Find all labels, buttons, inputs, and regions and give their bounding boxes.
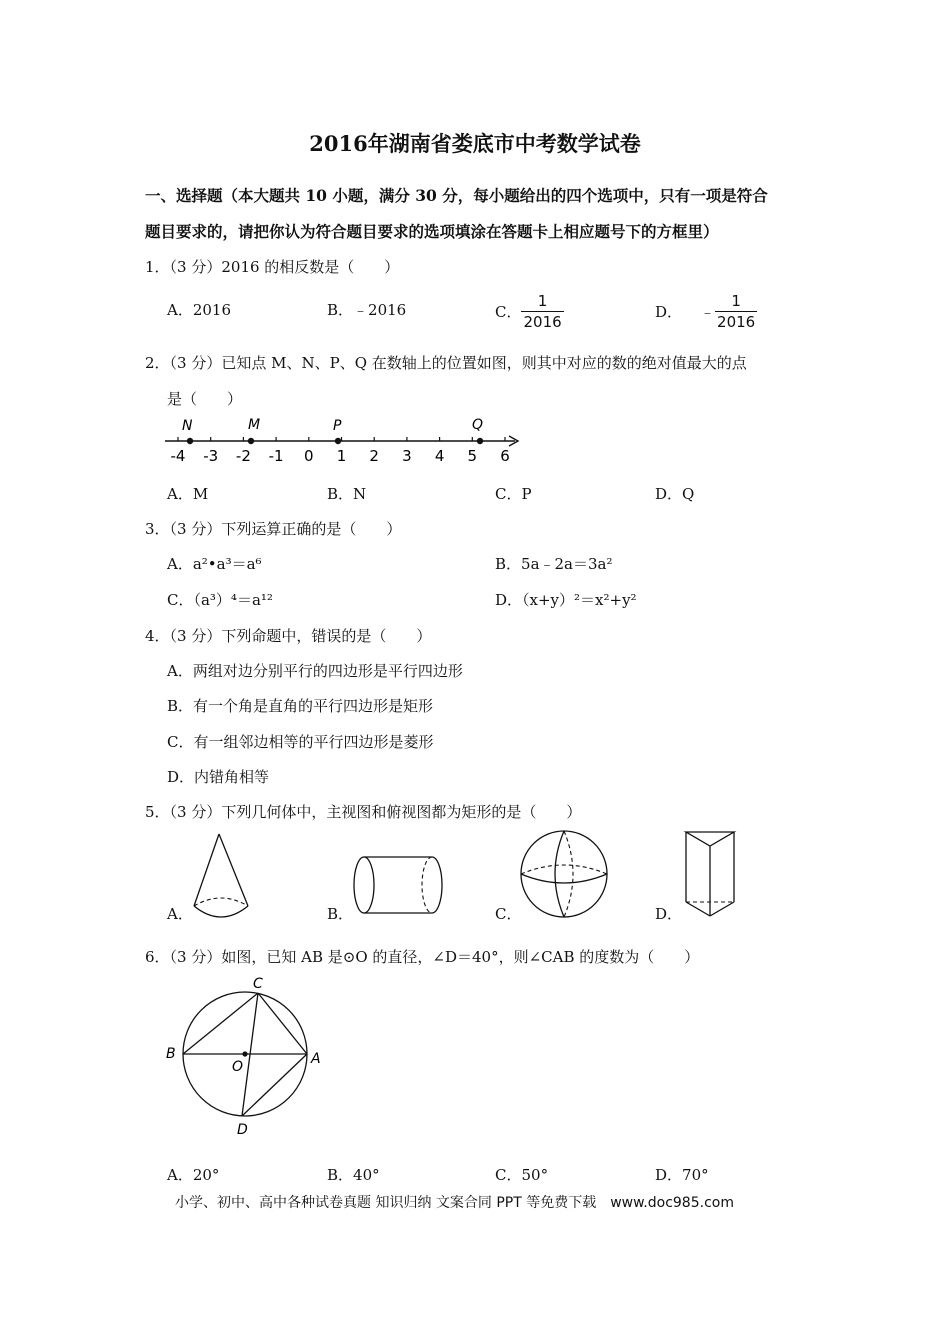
q5-option-a: A． [167,905,193,923]
sphere-figure [518,828,610,920]
question-4-stem: 4．（3 分）下列命题中，错误的是（ ） [145,627,432,645]
tick-label: 4 [434,447,445,465]
point-m [248,438,254,444]
point-p-label: P [333,418,342,434]
q2-option-b: B．N [327,485,367,503]
q3-option-c: C．（a³）⁴＝a¹² [167,591,273,609]
chord-da [242,1054,307,1116]
q5-option-d: D． [655,905,683,923]
tick-label: -3 [203,447,219,465]
q2-option-d: D．Q [655,485,695,503]
q5-option-b: B． [327,905,354,923]
label-o: O [232,1059,244,1075]
q5-option-c: C． [495,905,522,923]
tick-label: 0 [304,447,314,465]
page-title: 2016年湖南省娄底市中考数学试卷 [309,131,641,156]
footer-text: 小学、初中、高中各种试卷真题 知识归纳 文案合同 PPT 等免费下载 www.doc985.com [175,1195,734,1211]
q4-option-c: C．有一组邻边相等的平行四边形是菱形 [167,733,434,751]
tick-label: -2 [235,447,251,465]
chord-cb [183,993,258,1054]
q4-option-a: A．两组对边分别平行的四边形是平行四边形 [167,662,463,680]
question-2-stem: 2．（3 分）已知点 M、N、P、Q 在数轴上的位置如图，则其中对应的数的绝对值最大的点 [145,354,747,372]
q4-option-b: B．有一个角是直角的平行四边形是矩形 [167,697,434,715]
q6-option-c: C．50° [495,1166,549,1184]
label-a: A [311,1051,321,1067]
question-5-stem: 5．（3 分）下列几何体中，主视图和俯视图都为矩形的是（ ） [145,803,582,821]
tick-label: -1 [268,447,284,465]
section-heading-line2: 题目要求的，请把你认为符合题目要求的选项填涂在答题卡上相应题号下的方框里） [145,222,719,241]
cylinder-figure [350,852,446,918]
q6-option-a: A．20° [167,1166,220,1184]
prism-figure [680,828,740,920]
label-d: D [237,1122,248,1138]
tick-label: 2 [369,447,379,465]
q6-option-b: B．40° [327,1166,380,1184]
label-b: B [166,1046,176,1062]
point-q [477,438,483,444]
tick-label: 5 [467,447,478,465]
cone-figure [188,830,258,922]
point-q-label: Q [472,417,484,433]
q3-option-b: B．5a﹣2a＝3a² [495,555,613,573]
tick-label: 3 [402,447,412,465]
q1-option-a: A．2016 [167,301,232,319]
question-6-stem: 6．（3 分）如图，已知 AB 是⊙O 的直径，∠D＝40°，则∠CAB 的度数为（ ） [145,948,700,966]
circle-figure [160,970,330,1142]
q1-option-b: B．﹣2016 [327,301,407,319]
tick-label: 6 [500,447,510,465]
q1-option-c: C． $\frac{1}{2016}$ [495,292,562,331]
point-m-label: M [248,417,261,433]
question-3-stem: 3．（3 分）下列运算正确的是（ ） [145,520,402,538]
q2-option-a: A．M [167,485,209,503]
label-c: C [253,976,263,992]
center-o-dot [242,1051,247,1056]
question-2-stem-cont: 是（ ） [167,390,243,408]
q4-option-d: D．内错角相等 [167,768,270,786]
q6-option-d: D．70° [655,1166,709,1184]
question-1-stem: 1．（3 分）2016 的相反数是（ ） [145,258,400,276]
q1-option-d: D． ﹣ $\frac{1}{2016}$ [655,292,756,331]
q2-option-c: C．P [495,485,532,503]
section-heading-line1: 一、选择题（本大题共 10 小题，满分 30 分，每小题给出的四个选项中，只有一项是符合 [145,186,768,205]
point-n-label: N [182,418,193,434]
point-p [335,438,341,444]
tick-label: 1 [336,447,347,465]
q3-option-d: D．（x+y）²＝x²+y² [495,591,637,609]
q3-option-a: A．a²•a³＝a⁶ [167,555,262,573]
number-line-figure [160,412,530,468]
point-n [187,438,193,444]
tick-label: -4 [170,447,186,465]
